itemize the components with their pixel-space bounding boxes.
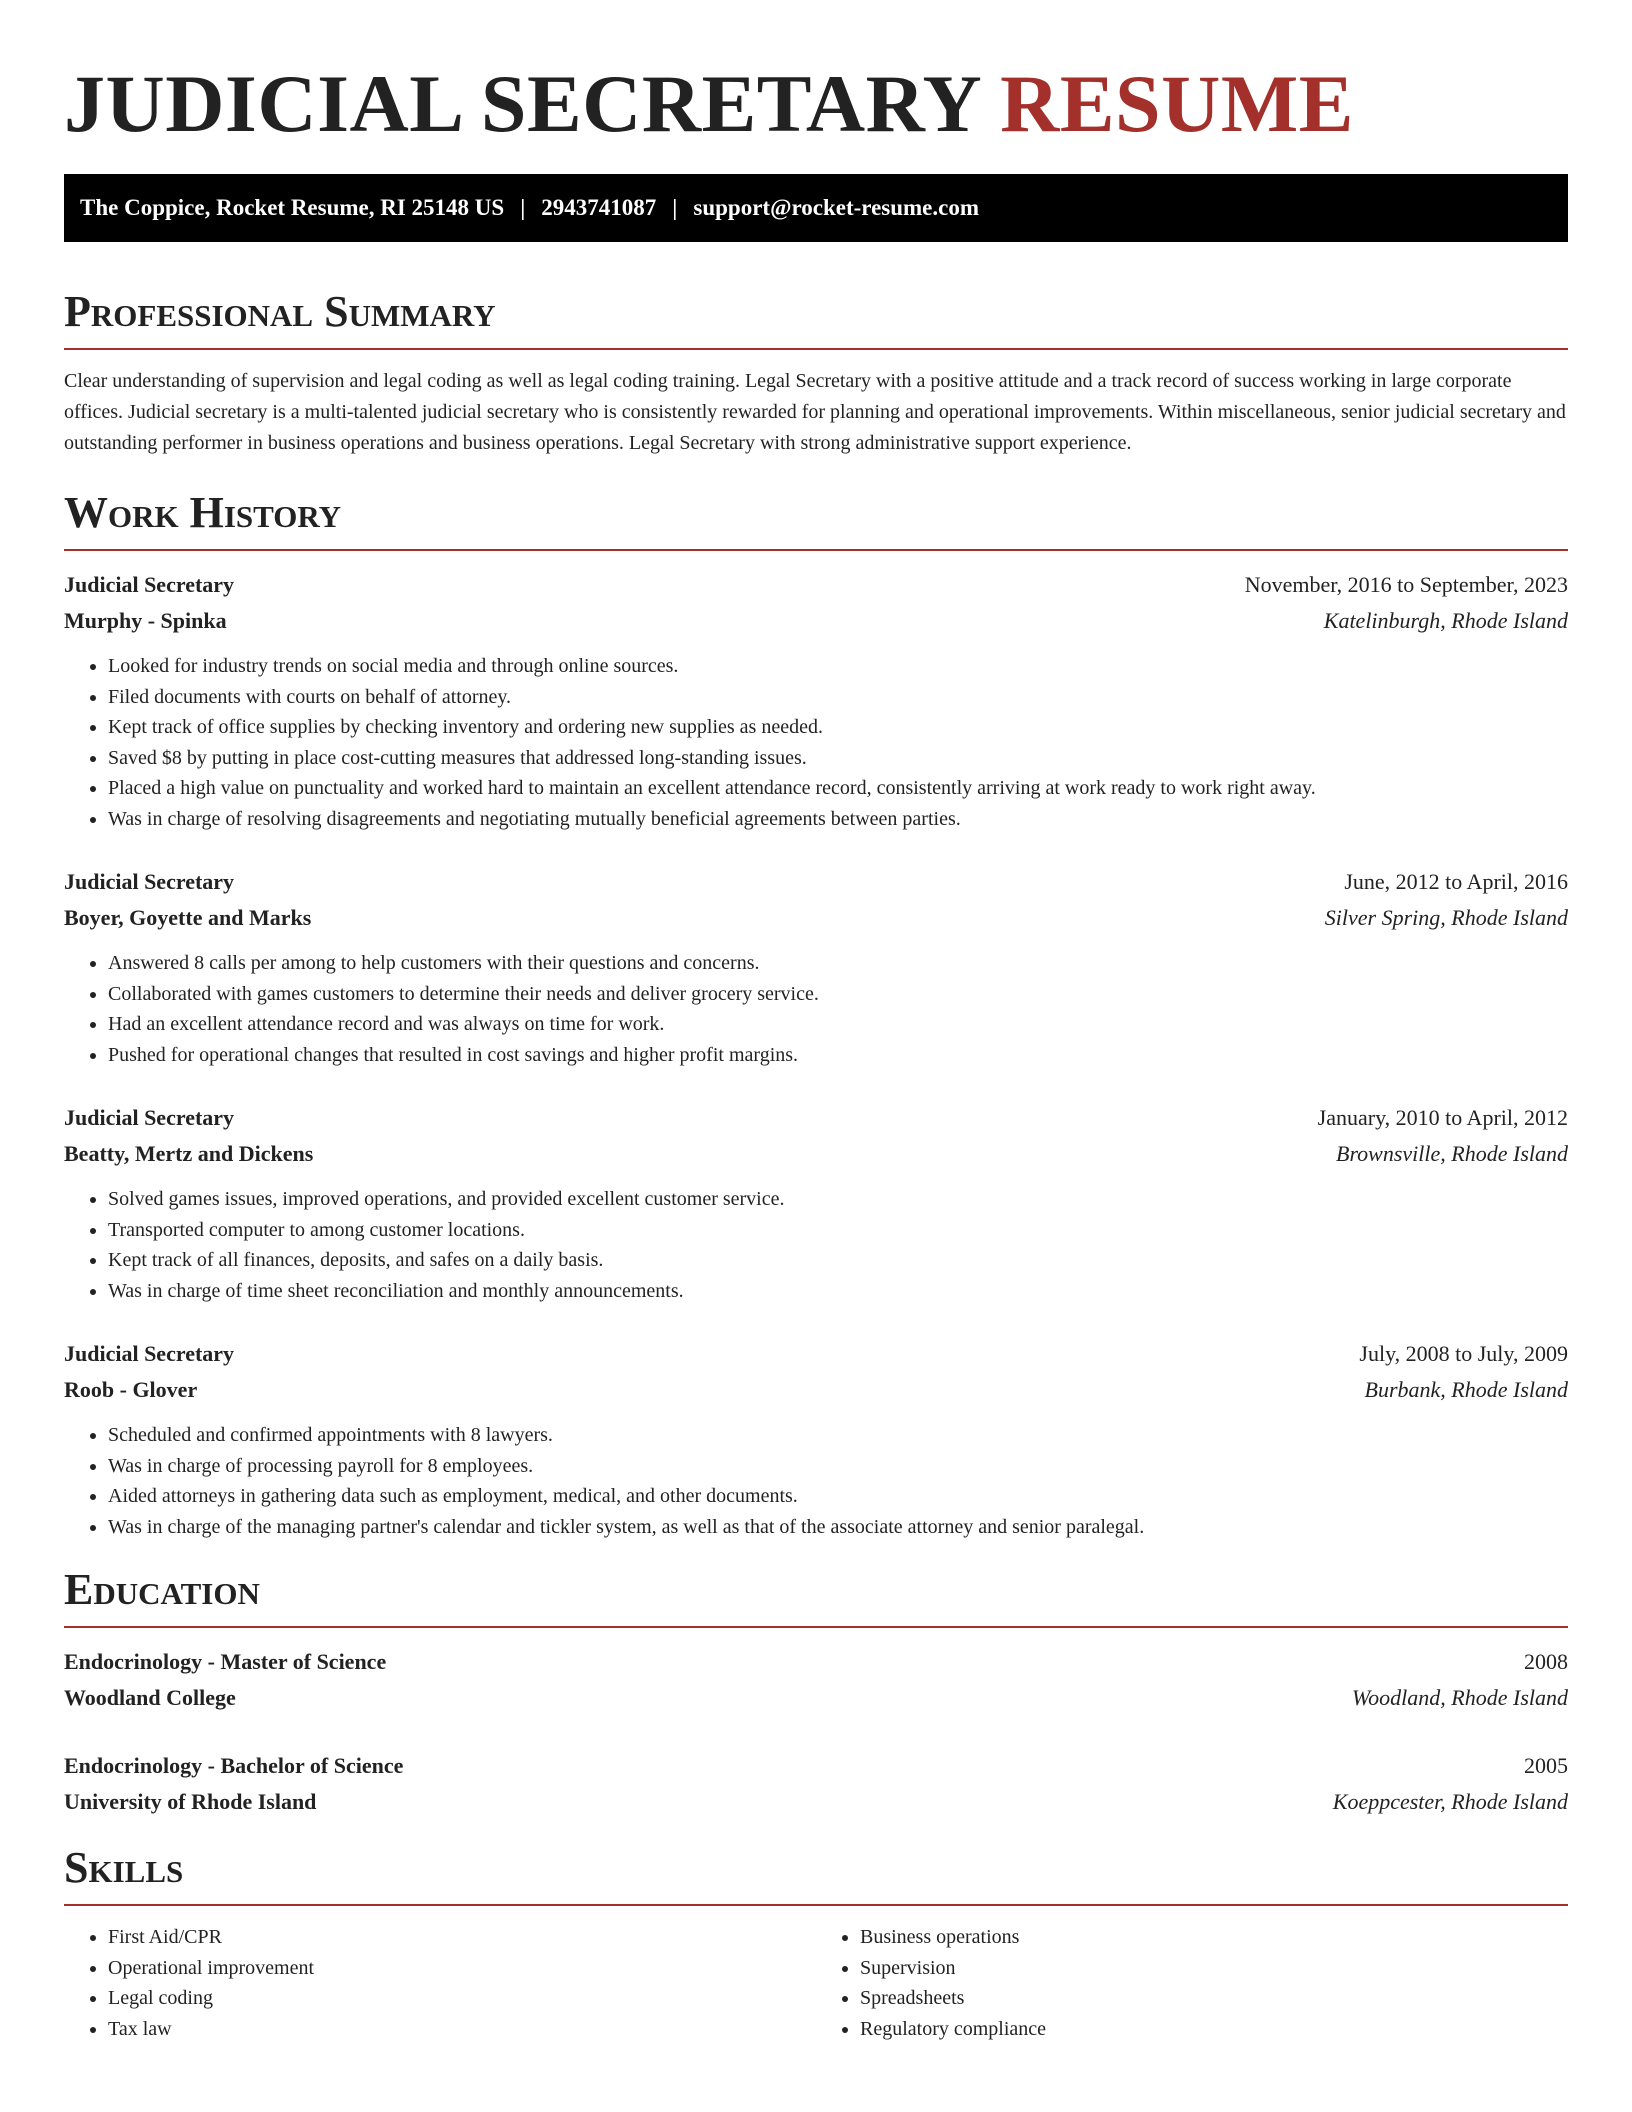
- contact-address: The Coppice, Rocket Resume, RI 25148 US: [80, 195, 505, 220]
- summary-text: Clear understanding of supervision and legal coding as well as legal coding training. Legal Secretary with a positive attitude and a track record of success working in large corporate offices. Judicial secretary is a multi-talented judicial secretary who is consistently rewarded for planning and operational improvements. Within miscellaneous, senior judicial secretary and outstanding performer in business operations and business operations. Legal Secretary with strong administrative support experience.: [64, 370, 1566, 454]
- job-company: Boyer, Goyette and Marks: [64, 905, 312, 930]
- job-company: Beatty, Mertz and Dickens: [64, 1141, 314, 1166]
- job-bullet: • Solved games issues, improved operations, and provided excellent customer service.: [108, 1184, 1568, 1215]
- job-bullet: • Answered 8 calls per among to help customers with their questions and concerns.: [108, 948, 1568, 979]
- job-bullet: • Saved $8 by putting in place cost-cutting measures that addressed long-standing issues.: [108, 743, 1568, 774]
- job-bullet: • Pushed for operational changes that resulted in cost savings and higher profit margins.: [108, 1040, 1568, 1071]
- education-entry: [64, 1644, 1568, 1716]
- skill-item: • Regulatory compliance: [860, 2014, 1568, 2045]
- job-entry: [64, 1336, 1568, 1542]
- job-bullets: [64, 948, 1568, 1070]
- contact-phone: 2943741087: [541, 195, 657, 220]
- job-bullet: • Kept track of office supplies by checking inventory and ordering new supplies as needed.: [108, 712, 1568, 743]
- skill-item: • Supervision: [860, 1953, 1568, 1984]
- job-location: Katelinburgh, Rhode Island: [1323, 608, 1568, 633]
- job-bullet: • Scheduled and confirmed appointments with 8 lawyers.: [108, 1420, 1568, 1451]
- section-heading-work-history: Work History: [64, 487, 1568, 551]
- job-entry: [64, 1100, 1568, 1306]
- job-entry: [64, 864, 1568, 1070]
- job-title: Judicial Secretary: [64, 869, 235, 894]
- contact-separator: |: [672, 195, 678, 220]
- job-dates: January, 2010 to April, 2012: [1317, 1105, 1568, 1130]
- job-bullet: • Was in charge of the managing partner's calendar and tickler system, as well as that of the associate attorney and senior paralegal.: [108, 1512, 1568, 1543]
- education-location: Koeppcester, Rhode Island: [1332, 1789, 1568, 1814]
- skill-item: • Spreadsheets: [860, 1983, 1568, 2014]
- job-title: Judicial Secretary: [64, 1341, 235, 1366]
- section-heading-education: Education: [64, 1564, 1568, 1628]
- education-year: 2008: [1524, 1649, 1568, 1674]
- skill-item: • Tax law: [108, 2014, 816, 2045]
- education-school: University of Rhode Island: [64, 1789, 317, 1814]
- skills-list: [64, 1922, 1568, 2044]
- job-bullet: • Placed a high value on punctuality and worked hard to maintain an excellent attendance record, consistently arriving at work ready to work right away.: [108, 773, 1568, 804]
- job-bullet: • Filed documents with courts on behalf of attorney.: [108, 682, 1568, 713]
- job-location: Brownsville, Rhode Island: [1336, 1141, 1568, 1166]
- title-main: JUDICIAL SECRETARY: [64, 58, 980, 149]
- skill-item: • Business operations: [860, 1922, 1568, 1953]
- job-bullet: • Was in charge of time sheet reconciliation and monthly announcements.: [108, 1276, 1568, 1307]
- job-bullets: [64, 651, 1568, 834]
- contact-email: support@rocket-resume.com: [693, 195, 980, 220]
- job-bullet: • Was in charge of processing payroll for 8 employees.: [108, 1451, 1568, 1482]
- job-bullet: • Aided attorneys in gathering data such as employment, medical, and other documents.: [108, 1481, 1568, 1512]
- section-heading-skills: Skills: [64, 1842, 1568, 1906]
- job-bullet: • Transported computer to among customer locations.: [108, 1215, 1568, 1246]
- skill-item: • First Aid/CPR: [108, 1922, 816, 1953]
- job-title: Judicial Secretary: [64, 572, 235, 597]
- job-company: Roob - Glover: [64, 1377, 198, 1402]
- job-company: Murphy - Spinka: [64, 608, 227, 633]
- education-degree: Endocrinology - Master of Science: [64, 1649, 387, 1674]
- job-bullet: • Collaborated with games customers to determine their needs and deliver grocery service.: [108, 979, 1568, 1010]
- title-accent: RESUME: [1000, 58, 1354, 149]
- skill-item: • Operational improvement: [108, 1953, 816, 1984]
- education-degree: Endocrinology - Bachelor of Science: [64, 1753, 404, 1778]
- education-school: Woodland College: [64, 1685, 236, 1710]
- skill-item: • Legal coding: [108, 1983, 816, 2014]
- section-heading-summary: Professional Summary: [64, 286, 1568, 350]
- contact-bar: [64, 174, 1568, 242]
- contact-separator: |: [520, 195, 526, 220]
- job-title: Judicial Secretary: [64, 1105, 235, 1130]
- job-dates: July, 2008 to July, 2009: [1359, 1341, 1568, 1366]
- skills-column-left: [64, 1922, 816, 2044]
- resume-title: [64, 0, 1568, 150]
- skills-column-right: [816, 1922, 1568, 2044]
- education-location: Woodland, Rhode Island: [1351, 1685, 1568, 1710]
- job-bullets: [64, 1184, 1568, 1306]
- job-bullet: • Looked for industry trends on social media and through online sources.: [108, 651, 1568, 682]
- job-bullets: [64, 1420, 1568, 1542]
- job-dates: November, 2016 to September, 2023: [1244, 572, 1568, 597]
- education-entry: [64, 1748, 1568, 1820]
- job-dates: June, 2012 to April, 2016: [1344, 869, 1568, 894]
- job-location: Burbank, Rhode Island: [1364, 1377, 1568, 1402]
- education-year: 2005: [1524, 1753, 1568, 1778]
- job-entry: [64, 567, 1568, 834]
- job-location: Silver Spring, Rhode Island: [1324, 905, 1568, 930]
- job-bullet: • Had an excellent attendance record and was always on time for work.: [108, 1009, 1568, 1040]
- job-bullet: • Was in charge of resolving disagreements and negotiating mutually beneficial agreements between parties.: [108, 804, 1568, 835]
- job-bullet: • Kept track of all finances, deposits, and safes on a daily basis.: [108, 1245, 1568, 1276]
